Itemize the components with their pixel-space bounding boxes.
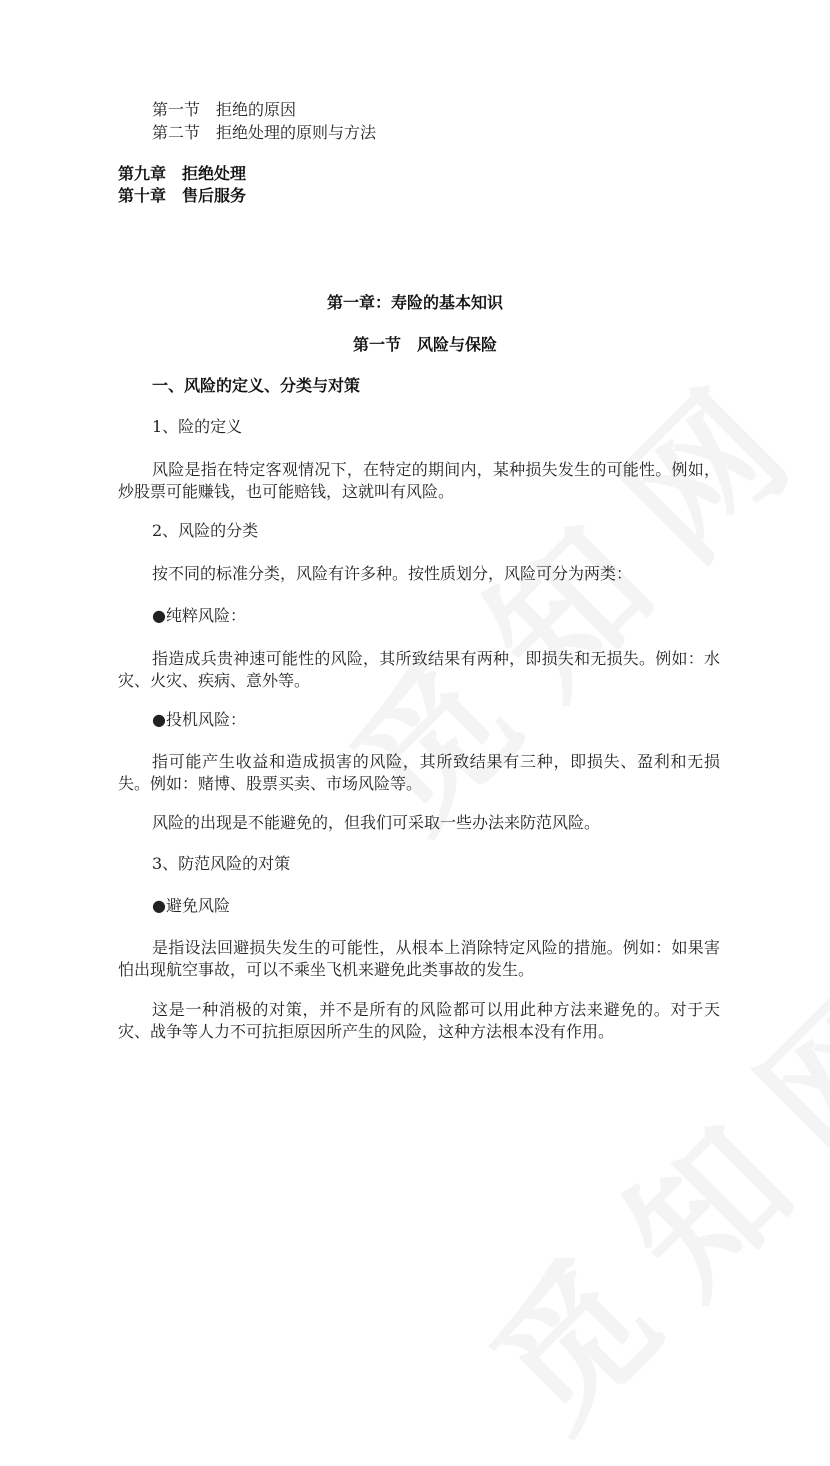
paragraph-risk-unavoidable: 风险的出现是不能避免的，但我们可采取一些办法来防范风险。: [152, 813, 601, 832]
section-title: 第一节 风险与保险: [352, 335, 497, 354]
toc-section-1: 第一节 拒绝的原因: [152, 100, 297, 119]
paragraph-risk-definition: 风险是指在特定客观情况下，在特定的期间内，某种损失发生的可能性。例如，炒股票可能赚钱，也可能赔钱，这就叫有风险。: [118, 460, 720, 501]
subheading-3: 3、防范风险的对策: [152, 854, 291, 873]
toc-chapter-9-num: 第九章: [118, 164, 167, 183]
paragraph-speculative-risk: 指可能产生收益和造成损害的风险，其所致结果有三种，即损失、盈利和无损失。例如：赌博、股票买卖、市场风险等。: [118, 752, 720, 793]
toc-chapter-9-title: 拒绝处理: [182, 164, 247, 183]
heading-1: 一、风险的定义、分类与对策: [152, 376, 361, 395]
paragraph-pure-risk: 指造成兵贵神速可能性的风险，其所致结果有两种，即损失和无损失。例如：水灾、火灾、疾病、意外等。: [118, 649, 720, 690]
bullet-pure-risk: ●纯粹风险：: [152, 606, 246, 625]
subheading-2: 2、风险的分类: [152, 521, 259, 540]
subheading-1: 1、险的定义: [152, 417, 243, 436]
chapter-title: 第一章：寿险的基本知识: [326, 293, 503, 312]
toc-section-2: 第二节 拒绝处理的原则与方法: [152, 123, 377, 142]
bullet-speculative-risk: ●投机风险：: [152, 710, 246, 729]
toc-chapter-10-num: 第十章: [118, 186, 167, 205]
watermark: [437, 910, 830, 1466]
paragraph-avoid-risk: 是指设法回避损失发生的可能性，从根本上消除特定风险的措施。例如：如果害怕出现航空事故，可以不乘坐飞机来避免此类事故的发生。: [118, 938, 720, 979]
toc-chapter-10-title: 售后服务: [182, 186, 247, 205]
paragraph-negative-strategy: 这是一种消极的对策，并不是所有的风险都可以用此种方法来避免的。对于天灾、战争等人力不可抗拒原因所产生的风险，这种方法根本没有作用。: [118, 1000, 720, 1041]
paragraph-risk-classification: 按不同的标准分类，风险有许多种。按性质划分，风险可分为两类：: [152, 564, 633, 583]
bullet-avoid-risk: ●避免风险: [152, 896, 230, 915]
